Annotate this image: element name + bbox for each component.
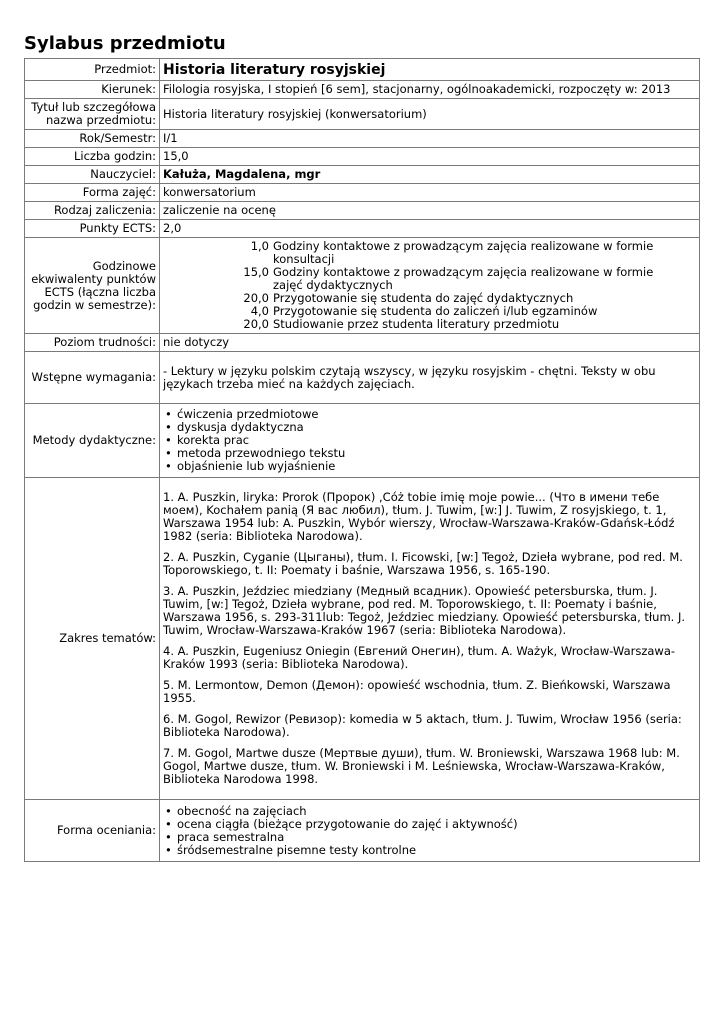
label-metody: Metody dydaktyczne: [25, 404, 160, 478]
row-forma [25, 184, 700, 202]
list-item: • obecność na zajęciach [165, 805, 696, 818]
ects-desc: Przygotowanie się studenta do zajęć dydaktycznych [273, 291, 574, 305]
list-item: • ocena ciągła (bieżące przygotowanie do zajęć i aktywność) [165, 818, 696, 831]
ects-desc: Godziny kontaktowe z prowadzącym zajęcia realizowane w formie zajęć dydaktycznych [273, 265, 654, 292]
value-forma: konwersatorium [160, 184, 700, 202]
row-ekwiwalenty [25, 238, 700, 334]
topic-item: 5. M. Lermontow, Demon (Демон): opowieść wschodnia, tłum. Z. Bieńkowski, Warszawa 1955. [163, 678, 671, 705]
topic-item: 7. M. Gogol, Martwe dusze (Мертвые души), tłum. W. Broniewski, Warszawa 1968 lub: M. Gogol, Martwe dusze, tłum. W. Broniewski i M. Leśniewska, Wrocław-Warszawa-Kraków, Biblioteka Narodowa 1998. [163, 746, 680, 786]
label-rok: Rok/Semestr: [25, 130, 160, 148]
label-ects: Punkty ECTS: [25, 220, 160, 238]
value-zaliczenie: zaliczenie na ocenę [160, 202, 700, 220]
value-ocenianie [160, 800, 700, 862]
value-przedmiot: Historia literatury rosyjskiej [160, 59, 700, 81]
ects-hours: 1,0 [250, 239, 269, 253]
value-godziny: 15,0 [160, 148, 700, 166]
label-poziom: Poziom trudności: [25, 334, 160, 352]
label-wymagania: Wstępne wymagania: [25, 352, 160, 404]
row-tytul [25, 99, 700, 130]
ects-desc: Godziny kontaktowe z prowadzącym zajęcia realizowane w formie konsultacji [273, 239, 654, 266]
ects-hours: 4,0 [250, 304, 269, 318]
value-metody [160, 404, 700, 478]
list-item: • metoda przewodniego tekstu [165, 447, 696, 460]
label-zaliczenie: Rodzaj zaliczenia: [25, 202, 160, 220]
topic-item: 2. A. Puszkin, Cyganie (Цыганы), tłum. I. Ficowski, [w:] Tegoż, Dzieła wybrane, pod red. M. Toporowskiego, t. II: Poematy i baśnie, Warszawa 1956, s. 165-190. [163, 550, 683, 577]
label-tytul: Tytuł lub szczegółowa nazwa przedmiotu: [25, 99, 160, 130]
row-kierunek [25, 81, 700, 99]
value-poziom: nie dotyczy [160, 334, 700, 352]
page-title: Sylabus przedmiotu [24, 33, 226, 54]
row-zaliczenie [25, 202, 700, 220]
list-item: • objaśnienie lub wyjaśnienie [165, 460, 696, 473]
value-nauczyciel: Kałuża, Magdalena, mgr [160, 166, 700, 184]
ects-item [163, 240, 696, 266]
ects-hours: 20,0 [243, 291, 269, 305]
list-item: • korekta prac [165, 434, 696, 447]
row-przedmiot [25, 59, 700, 81]
value-tytul: Historia literatury rosyjskiej (konwersatorium) [160, 99, 700, 130]
ects-hours: 20,0 [243, 317, 269, 331]
topic-item: 4. A. Puszkin, Eugeniusz Oniegin (Евгений Онегин), tłum. A. Ważyk, Wrocław-Warszawa-Kraków 1993 (seria: Biblioteka Narodowa). [163, 644, 676, 671]
ects-hours: 15,0 [243, 265, 269, 279]
row-ects [25, 220, 700, 238]
methods-list [163, 408, 696, 473]
list-item: • ćwiczenia przedmiotowe [165, 408, 696, 421]
topic-item: 3. A. Puszkin, Jeździec miedziany (Медный всадник). Opowieść petersburska, tłum. J. Tuwim, [w:] Tegoż, Dzieła wybrane, pod red. M. Toporowskiego, t. II: Poematy i baśnie, Warszawa 1956, s. 293-311lub: Tegoż, Jeździec miedziany. Opowieść petersburska, tłum. J. Tuwim, Wrocław-Warszawa-Kraków 1967 (seria: Biblioteka Narodowa). [163, 584, 686, 637]
value-zakres [160, 478, 700, 800]
label-zakres: Zakres tematów: [25, 478, 160, 800]
row-nauczyciel [25, 166, 700, 184]
topic-item: 6. M. Gogol, Rewizor (Ревизор): komedia w 5 aktach, tłum. J. Tuwim, Wrocław 1956 (seria: Biblioteka Narodowa). [163, 712, 682, 739]
topic-item: 1. A. Puszkin, liryka: Prorok (Пророк) ,Cóż tobie imię moje powie... (Что в имени тебе моем), Kochałem panią (Я вас любил), tłum. J. Tuwim, [w:] J. Tuwim, Z rosyjskiego, t. 1, Warszawa 1954 lub: A. Puszkin, Wybór wierszy, Wrocław-Warszawa-Kraków-Gdańsk-Łódź 1982 (seria: Biblioteka Narodowa). [163, 490, 675, 543]
row-godziny [25, 148, 700, 166]
ects-item [163, 266, 696, 292]
ects-desc: Studiowanie przez studenta literatury przedmiotu [273, 317, 560, 331]
assessment-list [163, 805, 696, 857]
label-ekwiwalenty: Godzinowe ekwiwalenty punktów ECTS (łączna liczba godzin w semestrze): [25, 238, 160, 334]
label-ocenianie: Forma oceniania: [25, 800, 160, 862]
label-forma: Forma zajęć: [25, 184, 160, 202]
syllabus-table [24, 58, 700, 862]
row-metody [25, 404, 700, 478]
value-wymagania: - Lektury w języku polskim czytają wszyscy, w języku rosyjskim - chętni. Teksty w obu językach trzeba mieć na każdych zajęciach. [160, 352, 700, 404]
row-rok [25, 130, 700, 148]
row-ocenianie [25, 800, 700, 862]
list-item: • praca semestralna [165, 831, 696, 844]
ects-desc: Przygotowanie się studenta do zaliczeń i/lub egzaminów [273, 304, 598, 318]
list-item: • śródsemestralne pisemne testy kontrolne [165, 844, 696, 857]
row-poziom [25, 334, 700, 352]
value-ects: 2,0 [160, 220, 700, 238]
row-zakres [25, 478, 700, 800]
ects-item [163, 318, 696, 331]
label-przedmiot: Przedmiot: [25, 59, 160, 81]
list-item: • dyskusja dydaktyczna [165, 421, 696, 434]
value-ekwiwalenty [160, 238, 700, 334]
value-rok: I/1 [160, 130, 700, 148]
label-kierunek: Kierunek: [25, 81, 160, 99]
label-nauczyciel: Nauczyciel: [25, 166, 160, 184]
label-godziny: Liczba godzin: [25, 148, 160, 166]
row-wymagania [25, 352, 700, 404]
value-kierunek: Filologia rosyjska, I stopień [6 sem], stacjonarny, ogólnoakademicki, rozpoczęty w: 2013 [160, 81, 700, 99]
